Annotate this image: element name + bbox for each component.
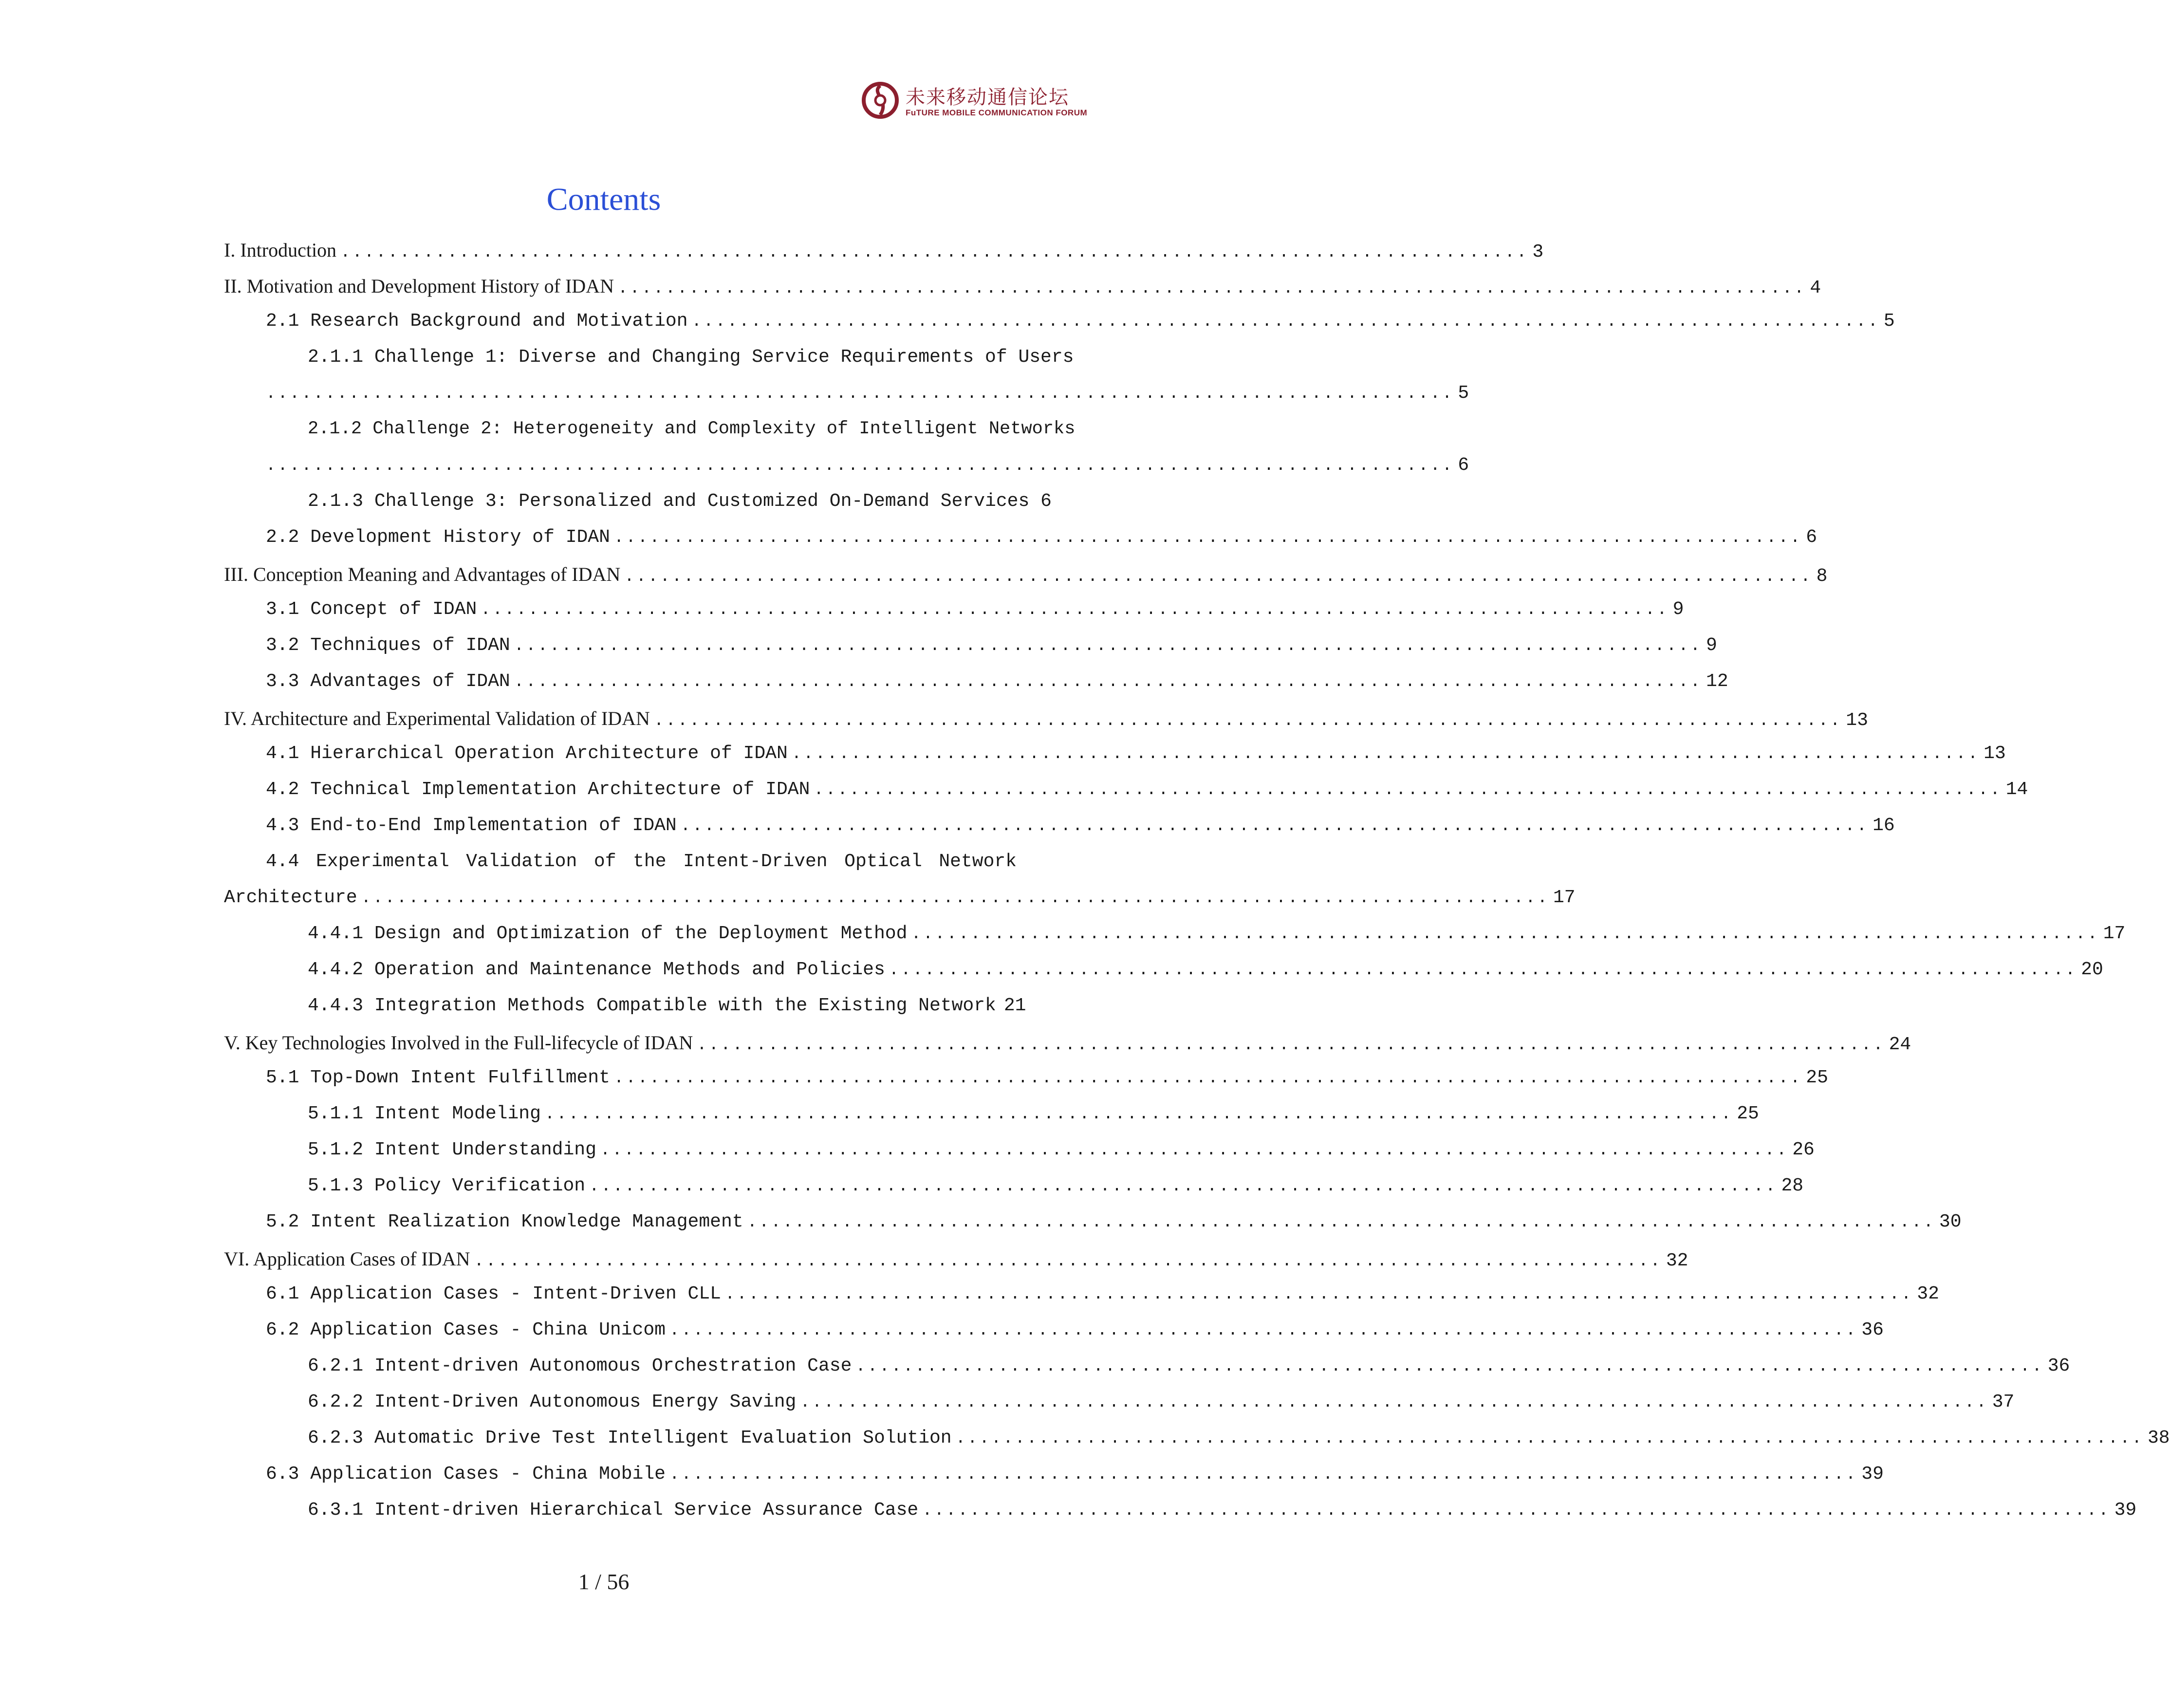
toc-entry-page: 25 xyxy=(1737,1103,1759,1124)
toc-entry-page: 39 xyxy=(1861,1464,1884,1485)
toc-entry-label: 5.1.1 Intent Modeling xyxy=(308,1103,541,1124)
toc-entry-page: 8 xyxy=(1816,566,1828,587)
toc-entry[interactable] xyxy=(266,455,1469,484)
toc-entry[interactable] xyxy=(308,1392,2015,1421)
toc-entry-label: V. Key Technologies Involved in the Full-lifecycle of IDAN xyxy=(224,1032,693,1054)
toc-entry-label: 6.3.1 Intent-driven Hierarchical Service Assurance Case xyxy=(308,1500,919,1521)
toc-entry-page: 36 xyxy=(2047,1355,2070,1376)
toc-entry-page: 17 xyxy=(1553,887,1576,908)
toc-entry[interactable] xyxy=(308,1355,2070,1385)
toc-entry[interactable] xyxy=(266,1464,1884,1493)
toc-entry-label: 4.4.2 Operation and Maintenance Methods and Policies xyxy=(308,959,885,980)
toc-entry-label: 6.3 Application Cases - China Mobile xyxy=(266,1464,666,1485)
toc-entry-page: 9 xyxy=(1672,599,1684,620)
toc-entry-label: 4.2 Technical Implementation Architecture of IDAN xyxy=(266,779,810,800)
toc-dot-leader: .................................................................................................... xyxy=(653,712,1842,730)
toc-entry-label: 3.3 Advantages of IDAN xyxy=(266,671,510,692)
toc-dot-leader: .................................................................................................... xyxy=(266,385,1454,403)
toc-dot-leader: .................................................................................................... xyxy=(697,1036,1885,1055)
toc-entry-label: 3.2 Techniques of IDAN xyxy=(266,635,510,656)
toc-entry[interactable] xyxy=(266,1067,1828,1096)
toc-dot-leader: .................................................................................................... xyxy=(613,1069,1802,1088)
toc-dot-leader: .................................................................................................... xyxy=(340,243,1529,262)
toc-entry-label-wrapped[interactable]: 4.4 Experimental Validation of the Intent-Driven Optical Network xyxy=(266,851,1017,872)
toc-entry-page: 36 xyxy=(1861,1319,1884,1340)
toc-entry-label: 3.1 Concept of IDAN xyxy=(266,599,477,620)
toc-entry-page: 13 xyxy=(1984,743,2006,764)
toc-entry-page: 9 xyxy=(1706,635,1717,656)
toc-entry[interactable] xyxy=(224,1247,1688,1277)
toc-entry-page: 13 xyxy=(1846,710,1868,731)
toc-dot-leader: .................................................................................................... xyxy=(855,1357,2044,1376)
toc-dot-leader: .................................................................................................... xyxy=(791,745,1980,763)
toc-entry-label: 4.3 End-to-End Implementation of IDAN xyxy=(266,815,677,836)
toc-entry[interactable] xyxy=(266,311,1895,340)
toc-entry-label: 2.2 Development History of IDAN xyxy=(266,527,610,548)
toc-entry-label: III. Conception Meaning and Advantages of IDAN xyxy=(224,563,621,585)
toc-dot-leader: .................................................................................................... xyxy=(922,1502,2111,1520)
toc-entry-page: 26 xyxy=(1792,1139,1815,1160)
toc-entry-label-wrapped[interactable]: 2.1.1 Challenge 1: Diverse and Changing Service Requirements of Users xyxy=(308,347,1074,368)
toc-entry-label: II. Motivation and Development History of IDAN xyxy=(224,275,614,297)
toc-dot-leader: .................................................................................................... xyxy=(911,925,2099,944)
toc-dot-leader: .................................................................................................... xyxy=(814,781,2002,799)
toc-entry-page: 12 xyxy=(1706,671,1728,692)
toc-dot-leader: .................................................................................................... xyxy=(589,1177,1778,1196)
toc-entry[interactable] xyxy=(224,563,1828,592)
toc-entry-page: 30 xyxy=(1939,1211,1962,1232)
toc-entry-label: VI. Application Cases of IDAN xyxy=(224,1248,470,1270)
toc-entry[interactable] xyxy=(224,239,1544,268)
toc-entry[interactable] xyxy=(224,707,1868,736)
toc-entry-page: 16 xyxy=(1873,815,1895,836)
toc-entry-label: 5.2 Intent Realization Knowledge Management xyxy=(266,1211,743,1232)
toc-entry-label-wrapped[interactable]: 2.1.2 Challenge 2: Heterogeneity and Complexity of Intelligent Networks xyxy=(308,419,1076,439)
toc-entry-label: 6.2.3 Automatic Drive Test Intelligent Evaluation Solution xyxy=(308,1428,952,1448)
toc-dot-leader: .................................................................................................... xyxy=(669,1321,1858,1340)
page-number: 1 / 56 xyxy=(578,1569,630,1594)
toc-entry-page: 24 xyxy=(1889,1034,1911,1055)
toc-dot-leader: .................................................................................................... xyxy=(747,1213,1935,1232)
toc-entry-page: 5 xyxy=(1883,311,1895,332)
toc-entry-page: 6 xyxy=(1040,491,1052,512)
toc-entry[interactable] xyxy=(308,995,1026,1024)
toc-entry[interactable] xyxy=(266,1319,1884,1349)
toc-entry[interactable] xyxy=(308,959,2103,988)
toc-entry-page: 28 xyxy=(1781,1175,1804,1196)
toc-dot-leader: .................................................................................................... xyxy=(361,889,1549,908)
toc-entry-page: 32 xyxy=(1666,1250,1688,1271)
toc-entry[interactable] xyxy=(266,1211,1962,1241)
toc-entry[interactable] xyxy=(266,527,1818,556)
toc-entry[interactable] xyxy=(224,887,1576,916)
toc-entry[interactable] xyxy=(308,1103,1759,1132)
toc-dot-leader: .................................................................................................... xyxy=(724,1285,1913,1304)
toc-entry[interactable] xyxy=(308,1175,1804,1205)
toc-entry-label: 6.1 Application Cases - Intent-Driven CLL xyxy=(266,1283,721,1304)
logo-english-name: FuTURE MOBILE COMMUNICATION FORUM xyxy=(906,108,1088,117)
toc-dot-leader: .................................................................................................... xyxy=(481,601,1669,619)
toc-entry[interactable] xyxy=(224,275,1821,304)
toc-dot-leader: .................................................................................................... xyxy=(514,673,1703,691)
toc-entry-page: 38 xyxy=(2147,1428,2170,1448)
toc-entry-page: 3 xyxy=(1532,241,1544,262)
toc-entry[interactable] xyxy=(308,1428,2170,1457)
toc-entry[interactable] xyxy=(266,635,1717,664)
toc-dot-leader: .................................................................................................... xyxy=(800,1393,1988,1412)
toc-dot-leader: .................................................................................................... xyxy=(691,313,1880,331)
toc-entry-label: 4.1 Hierarchical Operation Architecture of IDAN xyxy=(266,743,788,764)
toc-entry-label: 6.2.2 Intent-Driven Autonomous Energy Saving xyxy=(308,1392,797,1412)
toc-entry-page: 32 xyxy=(1917,1283,1939,1304)
toc-dot-leader: .................................................................................................... xyxy=(514,637,1703,655)
toc-dot-leader: .................................................................................................... xyxy=(613,529,1802,547)
toc-entry-page: 25 xyxy=(1806,1067,1828,1088)
toc-entry-label: Architecture xyxy=(224,887,357,908)
toc-dot-leader: .................................................................................................... xyxy=(669,1466,1858,1484)
toc-entry-label: 6.2.1 Intent-driven Autonomous Orchestration Case xyxy=(308,1355,852,1376)
toc-entry-page: 4 xyxy=(1810,278,1821,298)
toc-entry[interactable] xyxy=(266,1283,1939,1313)
toc-entry[interactable] xyxy=(266,671,1728,700)
toc-entry[interactable] xyxy=(266,815,1895,844)
toc-entry-page: 14 xyxy=(2005,779,2028,800)
toc-entry-page: 37 xyxy=(1992,1392,2015,1412)
toc-dot-leader: .................................................................................................... xyxy=(617,279,1806,298)
toc-entry[interactable] xyxy=(308,1500,2137,1529)
toc-entry-page: 21 xyxy=(1003,995,1026,1016)
page-title: Contents xyxy=(546,182,661,217)
toc-dot-leader: .................................................................................................... xyxy=(474,1252,1662,1271)
toc-entry-page: 20 xyxy=(2081,959,2103,980)
toc-entry[interactable] xyxy=(266,383,1469,412)
toc-entry-label: 4.4.3 Integration Methods Compatible with the Existing Network xyxy=(308,995,996,1016)
toc-entry-label: 5.1.3 Policy Verification xyxy=(308,1175,586,1196)
toc-entry-page: 17 xyxy=(2103,923,2126,944)
toc-entry[interactable] xyxy=(266,599,1684,628)
toc-entry-label: 5.1.2 Intent Understanding xyxy=(308,1139,596,1160)
toc-entry-label: 6.2 Application Cases - China Unicom xyxy=(266,1319,666,1340)
toc-dot-leader: .................................................................................................... xyxy=(680,817,1869,835)
toc-entry-page: 6 xyxy=(1806,527,1818,548)
toc-entry-label: IV. Architecture and Experimental Validation of IDAN xyxy=(224,707,650,729)
toc-dot-leader: .................................................................................................... xyxy=(600,1141,1789,1160)
toc-dot-leader: .................................................................................................... xyxy=(955,1430,2144,1448)
toc-entry[interactable] xyxy=(266,743,2006,772)
toc-entry-page: 5 xyxy=(1458,383,1469,404)
toc-dot-leader: .................................................................................................... xyxy=(544,1105,1733,1124)
toc-dot-leader: .................................................................................................... xyxy=(266,457,1454,475)
toc-entry-label: I. Introduction xyxy=(224,239,337,261)
toc-entry[interactable] xyxy=(308,923,2126,952)
toc-entry-label: 5.1 Top-Down Intent Fulfillment xyxy=(266,1067,610,1088)
toc-dot-leader: .................................................................................................... xyxy=(889,961,2077,980)
toc-entry[interactable] xyxy=(308,1139,1815,1169)
logo-chinese-name: 未来移动通信论坛 xyxy=(906,86,1069,109)
toc-dot-leader: .................................................................................................... xyxy=(624,568,1813,586)
toc-entry-label: 2.1 Research Background and Motivation xyxy=(266,311,688,332)
toc-entry-page: 6 xyxy=(1458,455,1469,476)
toc-entry-page: 39 xyxy=(2114,1500,2137,1521)
toc-entry[interactable] xyxy=(308,491,1052,512)
toc-entry-label: 4.4.1 Design and Optimization of the Deployment Method xyxy=(308,923,908,944)
toc-entry-label: 2.1.3 Challenge 3: Personalized and Customized On-Demand Services xyxy=(308,491,1030,512)
toc-entry[interactable] xyxy=(224,1031,1911,1060)
toc-entry[interactable] xyxy=(266,779,2028,808)
